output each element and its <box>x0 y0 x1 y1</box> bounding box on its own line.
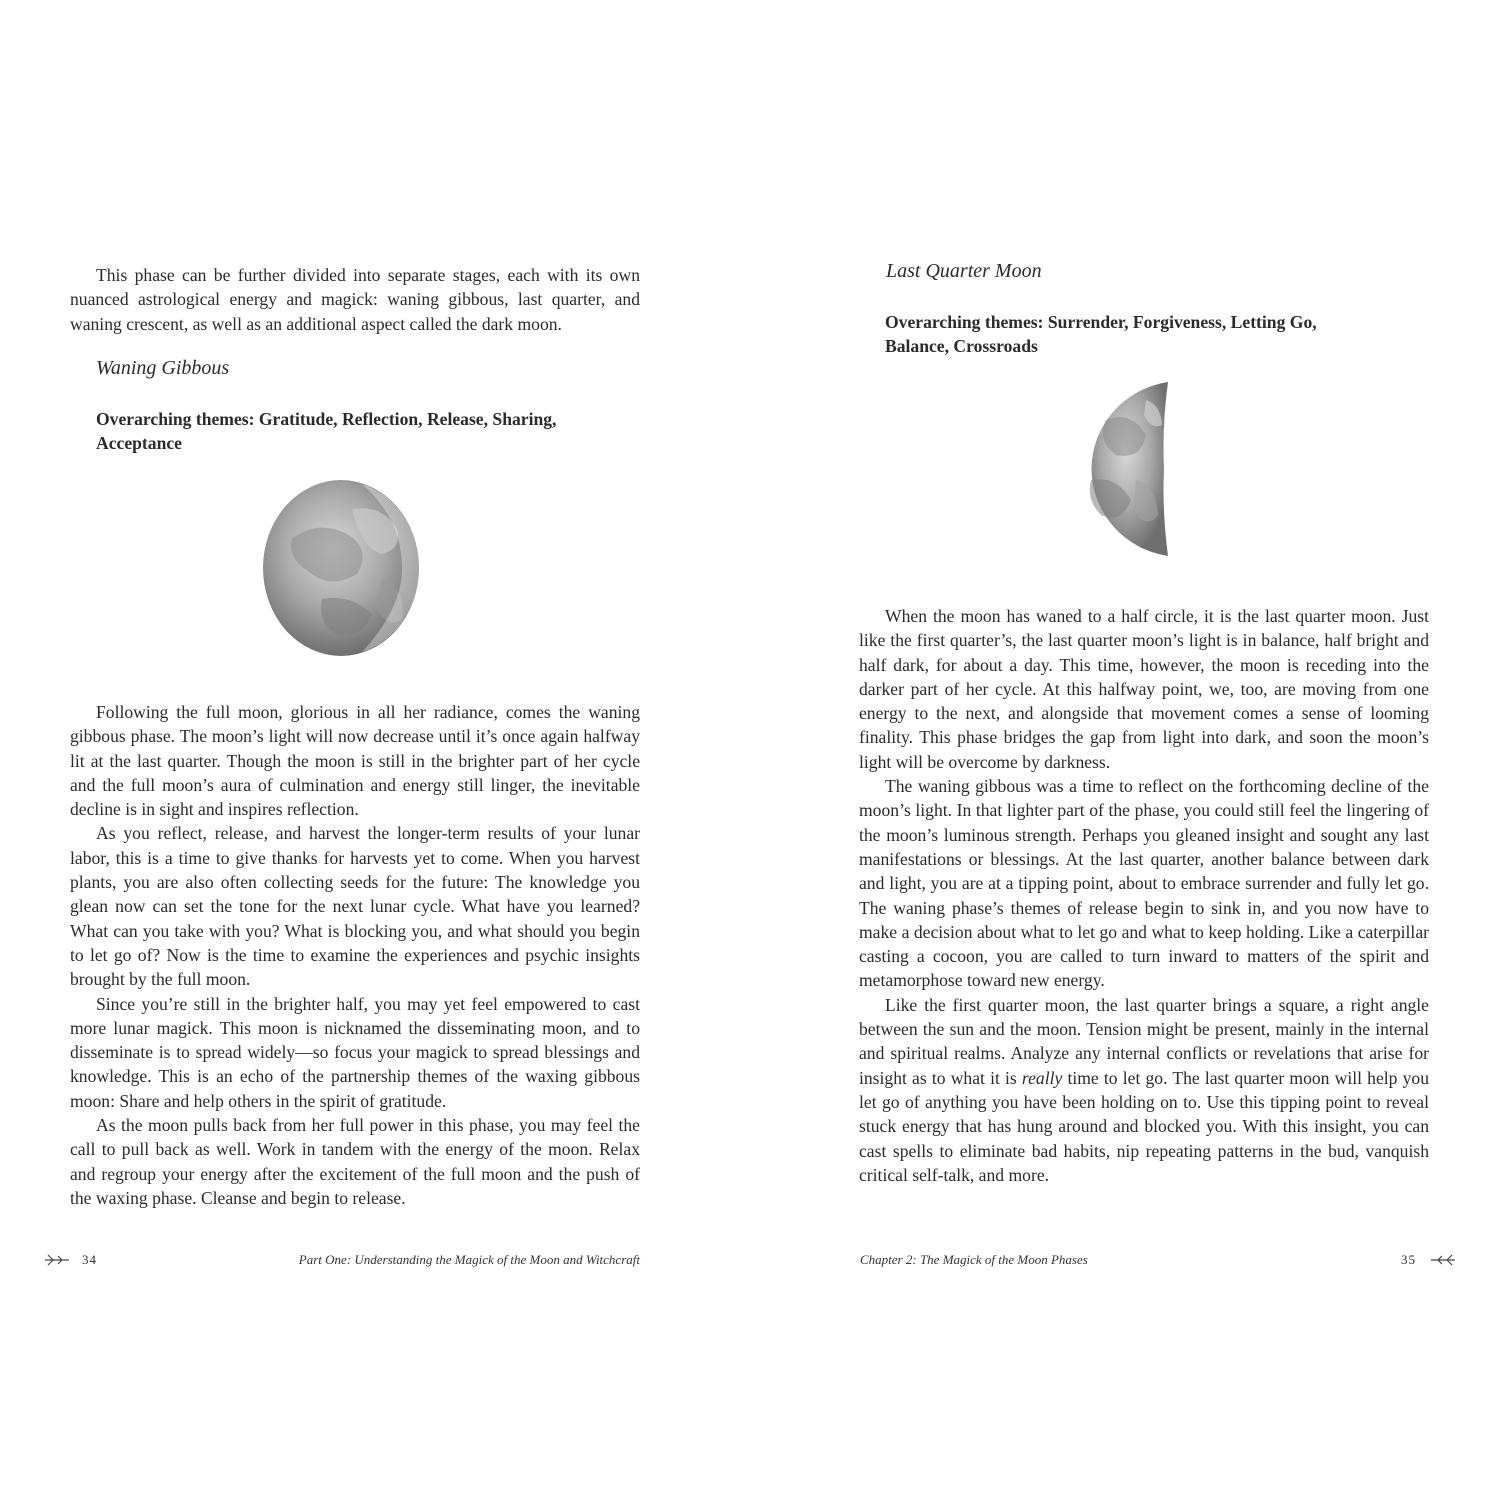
page-number-left: 34 <box>82 1252 97 1267</box>
right-page <box>750 0 1500 1500</box>
last-quarter-moon-illustration <box>1076 380 1172 558</box>
themes-line: Acceptance <box>96 433 182 454</box>
intro-paragraph: This phase can be further divided into separate stages, each with its own nuanced astrological energy and magick: waning gibbous, last quarter, and waning crescent, as well as an additional aspect called the dark moon. <box>70 265 640 334</box>
emphasis-text: really <box>1021 1067 1063 1088</box>
running-head-left: Part One: Understanding the Magick of the Moon and Witchcraft <box>298 1252 640 1267</box>
arrow-ornament-icon <box>1430 1253 1456 1267</box>
section-heading-waning-gibbous: Waning Gibbous <box>96 357 230 379</box>
paragraph: The waning gibbous was a time to reflect on the forthcoming decline of the moon’s light. In that lighter part of the phase, you could still feel the lingering of the moon’s luminous strength. Perhaps you gleaned insight and sought any last manifestations or blessings. At the last quarter, another balance between dark and light, you are at a tipping point, about to embrace surrender and fully let go. The waning phase’s themes of release begin to sink in, and you now have to make a decision about what to let go and what to keep holding. Like a caterpillar casting a cocoon, you are called to turn inward to matters of the spirit and metamorphose toward new energy. <box>859 776 1429 991</box>
paragraph: Following the full moon, glorious in all her radiance, comes the waning gibbous phase. The moon’s light will now decrease until it’s once again halfway lit at the last quarter. Though the moon is still in the brighter part of her cycle and the full moon’s aura of culmination and energy still linger, the inevitable decline is in sight and inspires reflection. <box>70 702 640 820</box>
themes-line: Overarching themes: Surrender, Forgiveness, Letting Go, <box>885 312 1317 332</box>
paragraph: When the moon has waned to a half circle, it is the last quarter moon. Just like the first quarter’s, the last quarter moon’s light is in balance, half bright and half dark, for about a day. This time, however, the moon is receding into the darker part of her cycle. At this halfway point, we, too, are moving from one energy to the next, and alongside that movement comes a sense of looming finality. This phase bridges the gap from light into dark, and soon the moon’s light will be overcome by darkness. <box>859 606 1429 772</box>
themes-last-quarter <box>885 310 1445 359</box>
paragraph-text: Like the first quarter moon, the last quarter brings a square, a right angle between the sun and the moon. Tension might be present, mainly in the internal and spiritual realms. Analyze any internal conflicts or revelations that arise for insight as to what it is <box>859 994 1429 1088</box>
arrow-ornament-icon <box>44 1253 70 1267</box>
page-number-right: 35 <box>1401 1252 1416 1267</box>
themes-line: Balance, Crossroads <box>885 336 1038 357</box>
paragraph: As the moon pulls back from her full power in this phase, you may feel the call to pull back as well. Work in tandem with the energy of the moon. Relax and regroup your energy after the excitement of the full moon and the push of the waxing phase. Cleanse and begin to release. <box>70 1115 640 1208</box>
paragraph: As you reflect, release, and harvest the longer-term results of your lunar labor, this is a time to give thanks for harvests yet to come. When you harvest plants, you are also often collecting seeds for the future: The knowledge you glean now can set the tone for the next lunar cycle. What have you learned? What can you take with you? What is blocking you, and what should you begin to let go of? Now is the time to examine the experiences and psychic insights brought by the full moon. <box>70 823 640 990</box>
waning-gibbous-moon-illustration <box>262 479 420 657</box>
running-head-right: Chapter 2: The Magick of the Moon Phases <box>860 1252 1088 1267</box>
body-text-last-quarter <box>859 604 1429 1187</box>
paragraph-text: time to let go. The last quarter moon will help you let go of anything you have been holding on to. Use this tipping point to reveal stuck energy that has hung around and blocked you. With this insight, you can cast spells to eliminate bad habits, nip repeating patterns in the bud, vanquish critical self-talk, and more. <box>859 1067 1430 1185</box>
themes-waning-gibbous <box>96 407 656 456</box>
body-text-waning-gibbous <box>70 700 640 1210</box>
paragraph <box>859 993 1429 1187</box>
section-heading-last-quarter: Last Quarter Moon <box>886 260 1042 282</box>
paragraph: Since you’re still in the brighter half, you may yet feel empowered to cast more lunar magick. This moon is nicknamed the disseminating moon, and to disseminate is to spread widely—so focus your magick to spread blessings and knowledge. This is an echo of the partnership themes of the waxing gibbous moon: Share and help others in the spirit of gratitude. <box>70 993 640 1111</box>
themes-line: Overarching themes: Gratitude, Reflection, Release, Sharing, <box>96 409 557 429</box>
intro-paragraph-block <box>70 263 640 336</box>
